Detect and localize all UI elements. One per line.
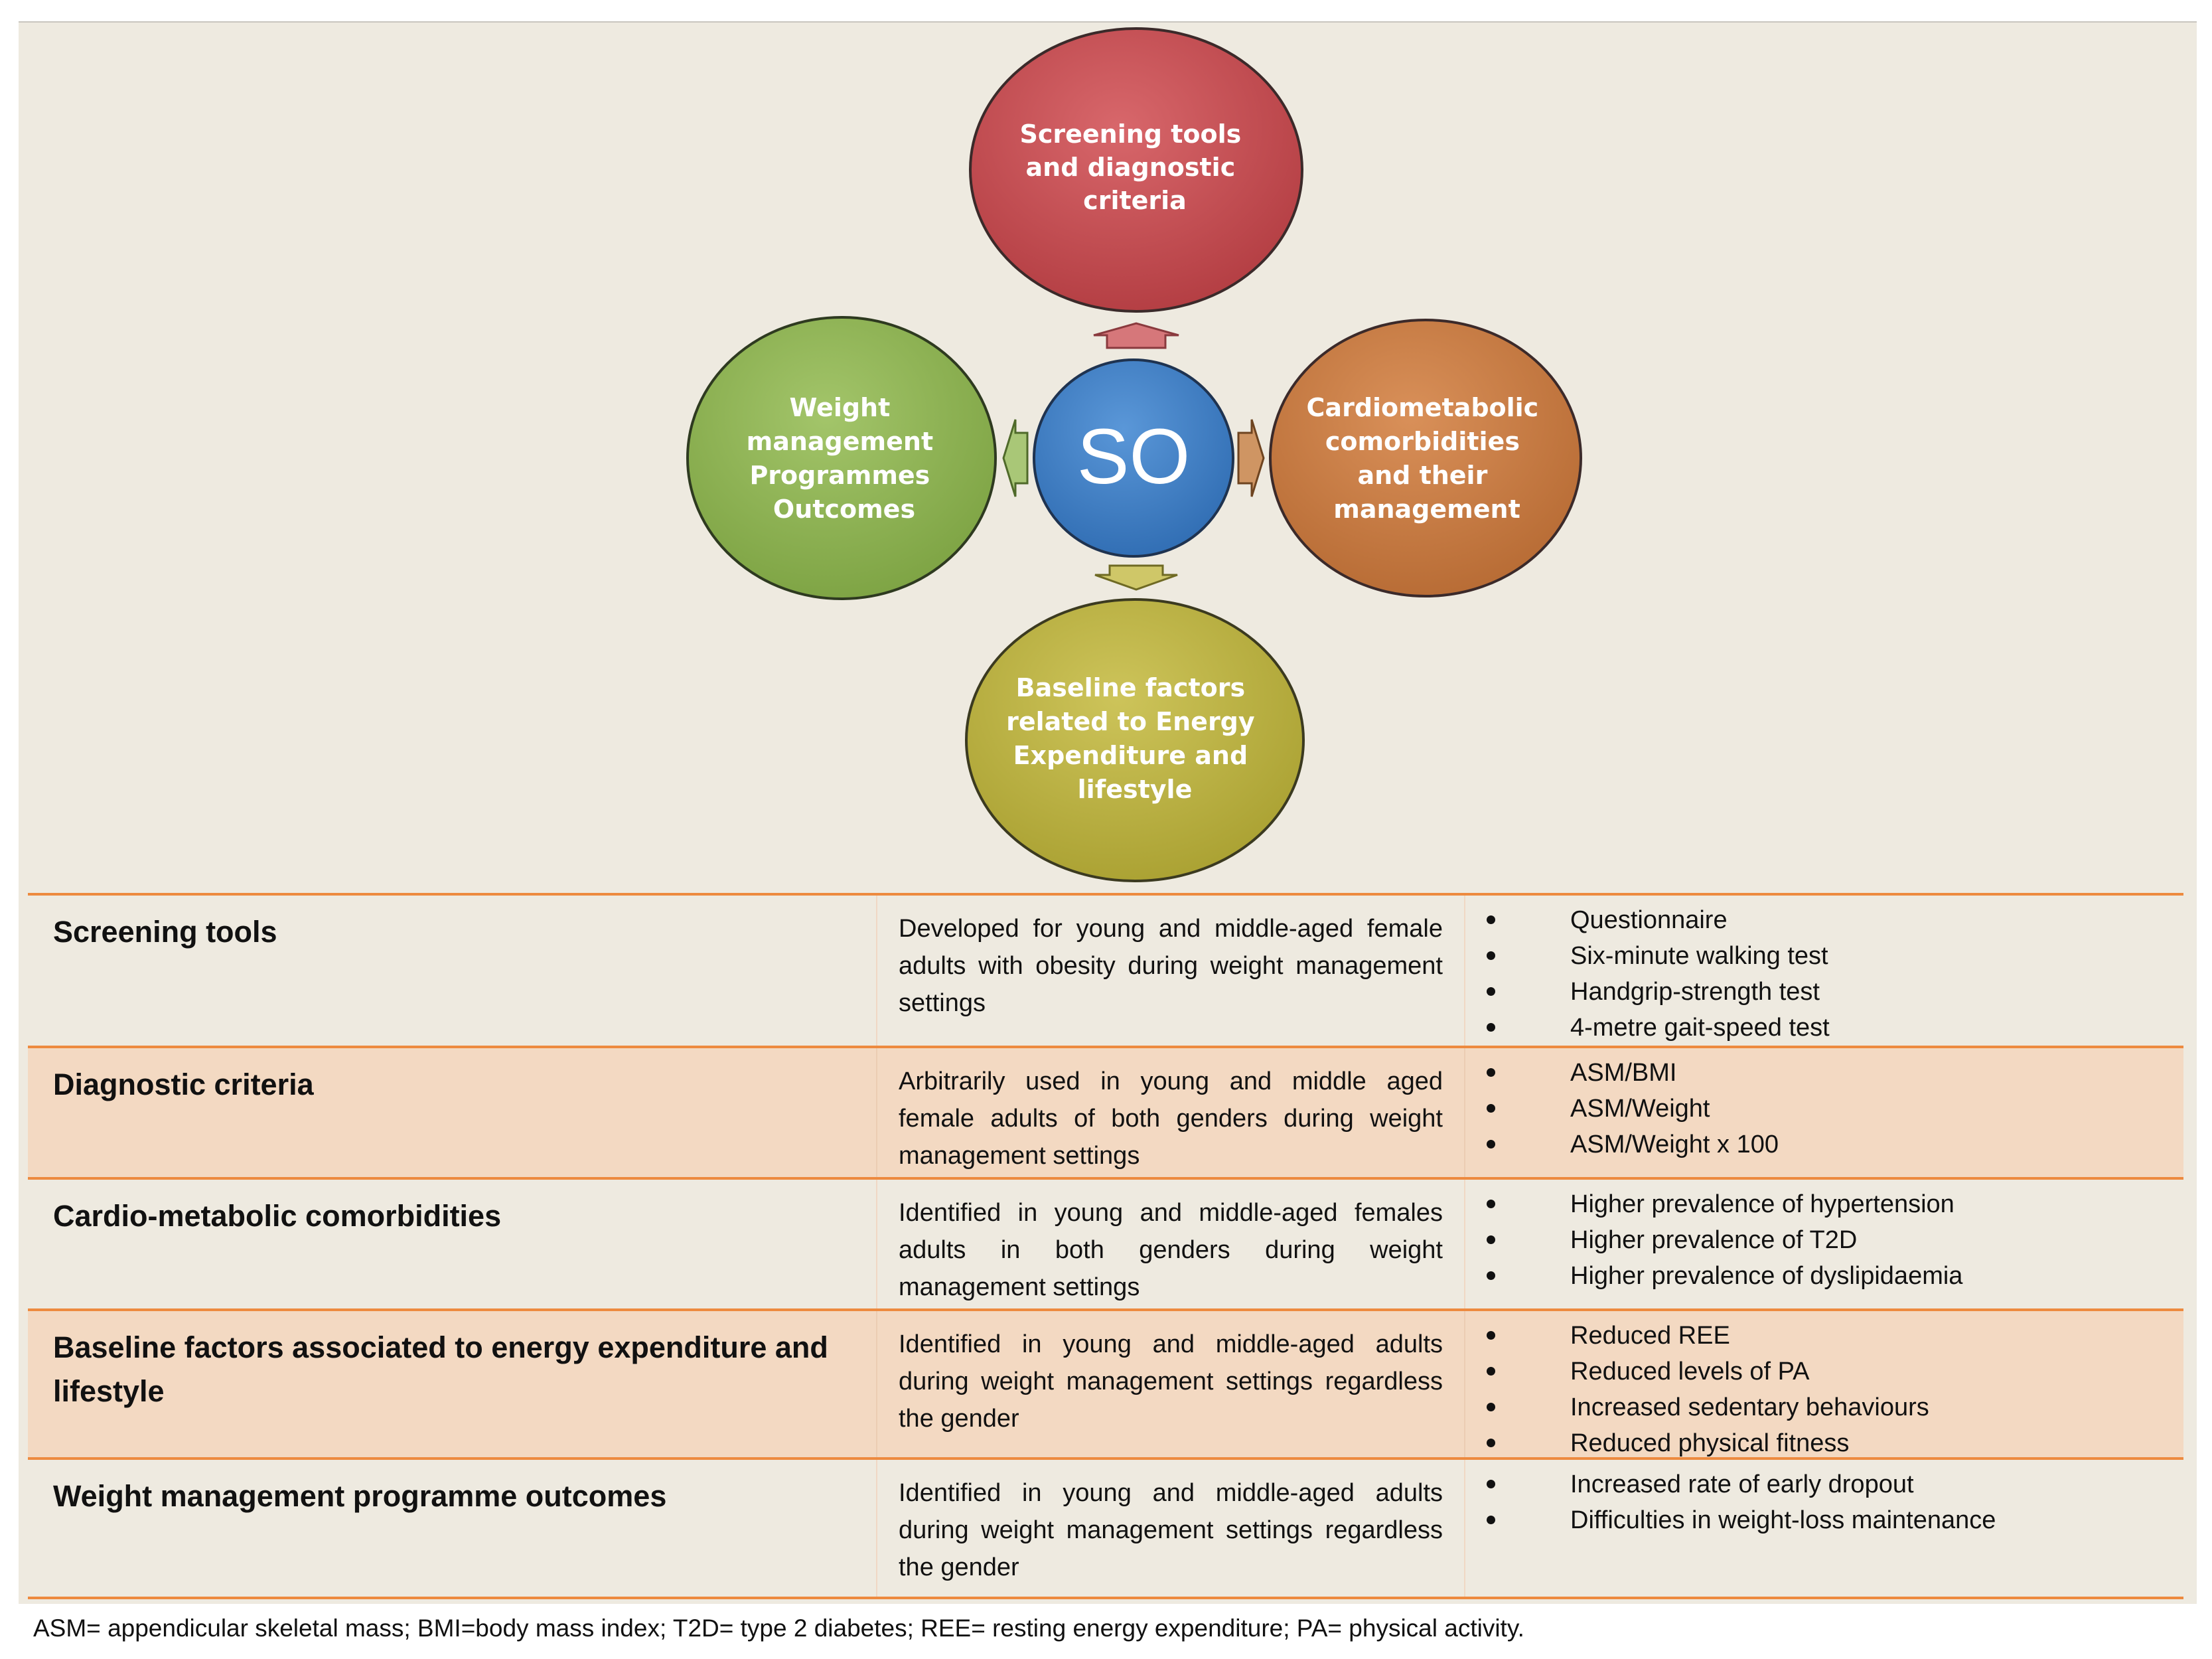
list-item: Difficulties in weight-loss maintenance	[1465, 1502, 2183, 1538]
row-title: Weight management programme outcomes	[53, 1479, 667, 1513]
list-item: ASM/Weight	[1465, 1091, 2183, 1127]
list-item: Higher prevalence of hypertension	[1465, 1186, 2183, 1222]
arrow-right	[1238, 420, 1264, 497]
node-left-label: Weight management Programmes Outcomes	[746, 393, 934, 524]
row-item-list	[1465, 1048, 2183, 1177]
row-title: Baseline factors associated to energy expenditure and lifestyle	[53, 1330, 828, 1408]
list-item: Six-minute walking test	[1465, 938, 2183, 974]
list-item: Reduced physical fitness	[1465, 1425, 2183, 1461]
arrow-left	[1003, 420, 1027, 497]
node-top-label: Screening tools and diagnostic criteria	[1019, 119, 1242, 215]
row-title: Cardio-metabolic comorbidities	[53, 1199, 502, 1233]
list-item: Increased sedentary behaviours	[1465, 1389, 2183, 1425]
bullet-icon	[1487, 1200, 1495, 1208]
row-item-list	[1465, 1311, 2183, 1457]
list-item: Higher prevalence of T2D	[1465, 1222, 2183, 1258]
bullet-icon	[1487, 1104, 1495, 1113]
table-row-weight-management	[28, 1457, 2183, 1599]
table-row-diagnostic-criteria	[28, 1046, 2183, 1177]
bullet-icon	[1487, 1331, 1495, 1340]
bullet-icon	[1487, 1480, 1495, 1488]
list-item: Higher prevalence of dyslipidaemia	[1465, 1258, 2183, 1294]
table-row-baseline-factors	[28, 1308, 2183, 1457]
bullet-icon	[1487, 1439, 1495, 1447]
list-item: Reduced REE	[1465, 1318, 2183, 1354]
row-item-list	[1465, 1460, 2183, 1597]
list-item: 4-metre gait-speed test	[1465, 1010, 2183, 1046]
bullet-icon	[1487, 1403, 1495, 1411]
arrow-down	[1095, 566, 1177, 590]
node-right-label: Cardiometabolic comorbidities and their management	[1306, 393, 1539, 524]
list-item: ASM/Weight x 100	[1465, 1127, 2183, 1162]
list-item: Increased rate of early dropout	[1465, 1466, 2183, 1502]
list-item: Handgrip-strength test	[1465, 974, 2183, 1010]
bullet-icon	[1487, 951, 1495, 960]
bullet-icon	[1487, 1516, 1495, 1524]
row-description: Identified in young and middle-aged adults during weight management settings regardless the gender	[876, 1311, 1465, 1457]
table-row-screening-tools	[28, 893, 2183, 1046]
node-right-circle	[1270, 320, 1581, 596]
abbreviations-footnote: ASM= appendicular skeletal mass; BMI=body mass index; T2D= type 2 diabetes; REE= resting energy expenditure; PA= physical activity.	[33, 1615, 1524, 1642]
list-item: ASM/BMI	[1465, 1055, 2183, 1091]
bullet-icon	[1487, 1367, 1495, 1376]
bullet-icon	[1487, 987, 1495, 996]
bullet-icon	[1487, 1271, 1495, 1280]
list-item: Questionnaire	[1465, 902, 2183, 938]
list-item: Reduced levels of PA	[1465, 1354, 2183, 1389]
arrow-up	[1094, 323, 1179, 348]
node-bottom-label: Baseline factors related to Energy Expenditure and lifestyle	[1006, 673, 1255, 804]
bullet-icon	[1487, 1235, 1495, 1244]
row-description: Developed for young and middle-aged female adults with obesity during weight management settings	[876, 896, 1465, 1046]
row-title: Screening tools	[53, 915, 277, 949]
row-description: Arbitrarily used in young and middle aged female adults of both genders during weight management settings	[876, 1048, 1465, 1177]
bullet-icon	[1487, 1023, 1495, 1032]
node-bottom-circle	[966, 599, 1303, 881]
row-description: Identified in young and middle-aged adults during weight management settings regardless the gender	[876, 1460, 1465, 1597]
row-item-list	[1465, 896, 2183, 1046]
table-row-cardio-metabolic	[28, 1177, 2183, 1308]
row-title: Diagnostic criteria	[53, 1067, 314, 1101]
bullet-icon	[1487, 1068, 1495, 1077]
bullet-icon	[1487, 915, 1495, 924]
bullet-icon	[1487, 1140, 1495, 1148]
center-label: SO	[1076, 413, 1191, 501]
node-left-circle	[688, 317, 995, 599]
row-item-list	[1465, 1180, 2183, 1308]
row-description: Identified in young and middle-aged females adults in both genders during weight management settings	[876, 1180, 1465, 1308]
